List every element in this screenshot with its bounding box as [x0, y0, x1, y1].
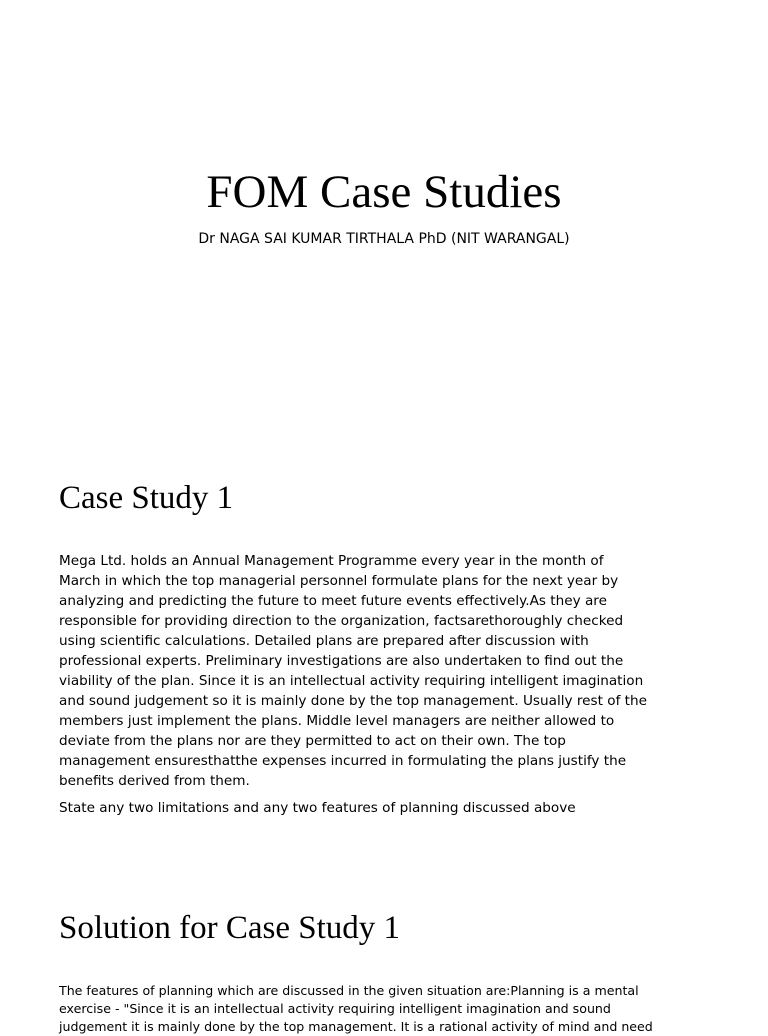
paragraph-line: exercise - "Since it is an intellectual activity requiring intelligent imagination and sound — [59, 1001, 611, 1016]
title-slide — [0, 0, 768, 384]
slide-heading: Solution for Case Study 1 — [59, 910, 401, 946]
slide-heading: Case Study 1 — [59, 480, 234, 516]
paragraph-line: deviate from the plans nor are they permitted to act on their own. The top — [59, 733, 566, 749]
case-study-paragraph — [59, 551, 709, 791]
paragraph-line: The features of planning which are discussed in the given situation are:Planning is a mental — [59, 983, 639, 998]
paragraph-line: viability of the plan. Since it is an intellectual activity requiring intelligent imagination — [59, 673, 644, 689]
presentation-title: FOM Case Studies — [206, 166, 562, 218]
solution-slide — [0, 896, 768, 1034]
paragraph-line: March in which the top managerial personnel formulate plans for the next year by — [59, 573, 619, 589]
paragraph-line: analyzing and predicting the future to meet future events effectively.As they are — [59, 593, 607, 609]
solution-paragraph — [59, 982, 709, 1036]
paragraph-line: judgement it is mainly done by the top management. It is a rational activity of mind and need — [59, 1019, 653, 1034]
paragraph-line: professional experts. Preliminary investigations are also undertaken to find out the — [59, 653, 624, 669]
paragraph-line: benefits derived from them. — [59, 773, 250, 789]
paragraph-line: responsible for providing direction to the organization, factsarethoroughly checked — [59, 613, 624, 629]
presentation-subtitle: Dr NAGA SAI KUMAR TIRTHALA PhD (NIT WARANGAL) — [198, 231, 570, 247]
paragraph-line: members just implement the plans. Middle level managers are neither allowed to — [59, 713, 615, 729]
paragraph-line: Mega Ltd. holds an Annual Management Programme every year in the month of — [59, 553, 604, 569]
case-study-slide — [0, 384, 768, 896]
paragraph-line: management ensuresthatthe expenses incurred in formulating the plans justify the — [59, 753, 627, 769]
paragraph-line: and sound judgement so it is mainly done by the top management. Usually rest of the — [59, 693, 647, 709]
paragraph-line: using scientific calculations. Detailed plans are prepared after discussion with — [59, 633, 589, 649]
case-study-question: State any two limitations and any two features of planning discussed above — [59, 800, 576, 816]
